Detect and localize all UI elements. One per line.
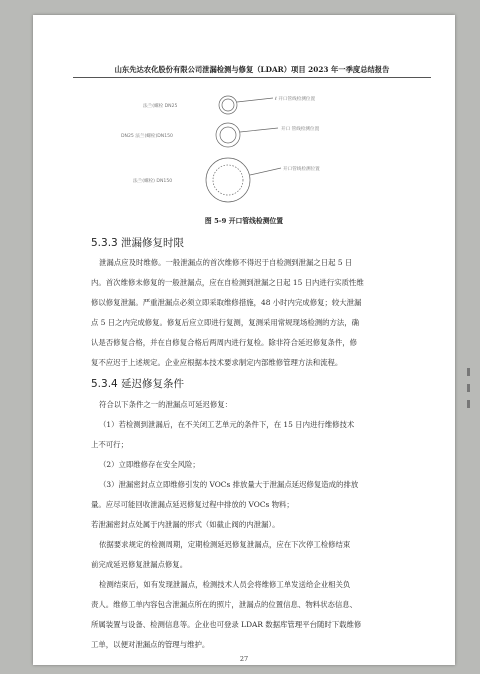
figure-pipe-diagram — [103, 90, 373, 220]
paragraph-line: 点 5 日之内完成修复。修复后应立即进行复测，复测采用常规现场检测的方法，确 — [91, 318, 360, 327]
edge-mark — [467, 384, 470, 392]
paragraph-line: 责人。维修工单内容包含泄漏点所在的照片，泄漏点的位置信息、物料状态信息、 — [91, 600, 358, 609]
figure-caption: 图 5-9 开口管线检测位置 — [204, 217, 284, 225]
pipe-circle-3 — [206, 158, 250, 202]
figure-label-5: 开口 管线检测位置 — [281, 127, 320, 132]
page-number: 27 — [239, 655, 249, 663]
page-header: 山东先达农化股份有限公司泄漏检测与修复（LDAR）项目 2023 年一季度总结报告 — [73, 65, 431, 78]
figure-label-4: ℓ 开口管线检测位置 — [275, 97, 316, 102]
figure-label-3: 法兰(螺栓) DN150 — [133, 179, 173, 184]
paragraph-line: （1）若检测到泄漏后，在不关闭工艺单元的条件下，在 15 日内进行维修技术 — [99, 420, 355, 429]
paragraph-line: 符合以下条件之一的泄漏点可延迟修复： — [99, 400, 233, 409]
paragraph-line: 上不可行； — [91, 440, 128, 449]
paragraph-line: 依据要求规定的检测周期，定期检测延迟修复泄漏点，应在下次停工检修结束 — [99, 540, 351, 549]
pipe-circle-2-inner — [220, 127, 236, 143]
edge-mark — [467, 400, 470, 408]
figure-label-2: DN25 法兰(螺栓)DN150 — [121, 134, 173, 139]
edge-mark — [467, 368, 470, 376]
section-heading-5-3-3: 5.3.3 泄漏修复时限 — [91, 237, 185, 249]
paragraph-line: 所属装置与设备、检测信息等。企业也可登录 LDAR 数据库管理平台随时下载维修 — [91, 620, 362, 629]
paragraph-line: 修以修复泄漏。严重泄漏点必须立即采取维修措施，48 小时内完成修复；较大泄漏 — [91, 298, 362, 307]
section-heading-5-3-4: 5.3.4 延迟修复条件 — [91, 378, 185, 390]
paragraph-line: （3）泄漏密封点立即维修引发的 VOCs 排放量大于泄漏点延迟修复造成的排放 — [99, 480, 359, 489]
pipe-circle-1-inner — [222, 99, 234, 111]
figure-label-6: 开口管线检测位置 — [283, 167, 320, 172]
paragraph-line: 检测结束后，如有发现泄漏点，检测技术人员会将维修工单发送给企业相关负 — [99, 580, 351, 589]
paragraph-line: （2）立即维修存在安全风险； — [99, 460, 200, 469]
paragraph-line: 复不应迟于上述规定。企业应根据本技术要求制定内部维修管理方法和流程。 — [91, 358, 343, 367]
paragraph-line: 认是否修复合格，并在自修复合格后两周内进行复检。除非符合延迟修复条件，修 — [91, 338, 358, 347]
figure-label-1: 法兰(螺栓 DN25 — [143, 104, 178, 109]
paragraph-line: 前完成延迟修复泄漏点修复。 — [91, 560, 188, 569]
paragraph-line: 若泄漏密封点处属于内泄漏的形式（如截止阀的内泄漏）。 — [91, 520, 280, 529]
paragraph-line: 泄漏点应及时维修。一般泄漏点的首次维修不得迟于自检测到泄漏之日起 5 日 — [99, 258, 353, 267]
paragraph-line: 内。首次维修未修复的一般泄漏点，应在自检测到泄漏之日起 15 日内进行实质性维 — [91, 278, 364, 287]
page-edge-marks — [464, 360, 474, 440]
paragraph-line: 工单，以便对泄漏点的管理与维护。 — [91, 640, 210, 649]
document-page — [33, 15, 455, 665]
pipe-circle-2 — [216, 123, 240, 147]
pipe-circle-3-inner — [213, 165, 243, 195]
paragraph-line: 量。应尽可能回收泄漏点延迟修复过程中排放的 VOCs 物料； — [91, 500, 294, 509]
